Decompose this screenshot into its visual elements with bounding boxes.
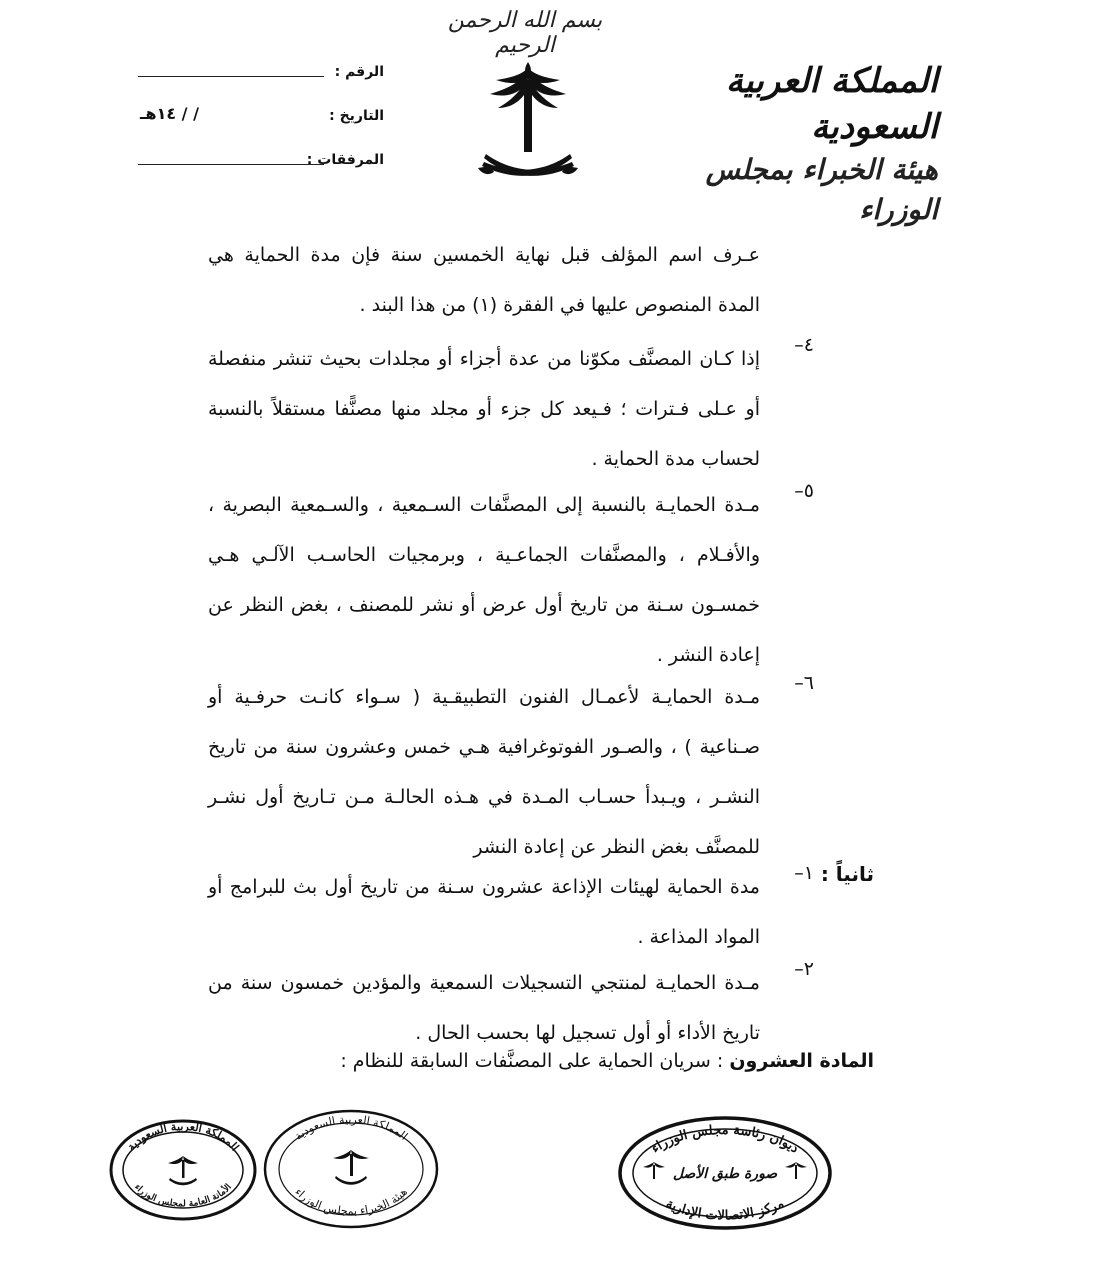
organization-header — [648, 58, 938, 230]
number-label: الرقم : — [334, 64, 384, 80]
seal-right-text: ديوان رئاسة مجلس الوزراء — [648, 1122, 802, 1157]
seal-middle-text: المملكة العربية السعودية — [292, 1112, 411, 1143]
seal-right-bottom: مركز الاتصالات الإدارية — [663, 1196, 787, 1224]
seal-left-text: المملكة العربية السعودية — [124, 1119, 242, 1154]
seal-right — [616, 1114, 834, 1232]
article-twenty — [340, 1050, 874, 1072]
seal-right-center: صورة طبق الأصل — [672, 1166, 778, 1182]
item-paragraph: مـدة الحمايـة لأعمـال الفنون التطبيقـية ( سـواء كانـت حرفـية أو صـناعية ) ، والصـور الفوتوغرافية هـي خمس وعشرون سنة من تاريخ النشـر ، ويـبدأ حسـاب المـدة في هـذه الحالـة مـن تـاريخ أول نشـر للمصنَّف بغض النظر عن إعادة النشر — [208, 686, 760, 858]
article-text: : سريان الحماية على المصنَّفات السابقة للنظام : — [340, 1050, 730, 1072]
seal-palm-icon — [168, 1156, 198, 1185]
date-row — [130, 104, 390, 148]
seal-left-bottom: الأمانة العامة لمجلس الوزراء — [132, 1182, 234, 1210]
item-paragraph: مـدة الحمايـة بالنسبة إلى المصنَّفات السـمعية ، والسـمعية البصرية ، والأفـلام ، والمصنَّفات الجماعـية ، وبرمجيات الحاسـب الآلـي هـي خمسـون سـنة من تاريخ أول عرض أو نشر للمصنف ، بغض النظر عن إعادة النشر . — [208, 494, 760, 666]
svg-text:ديوان رئاسة مجلس الوزراء — [649, 1123, 802, 1157]
item-number: ١– — [794, 862, 814, 884]
attachments-label: المرفقات : — [306, 152, 384, 168]
article-label: المادة العشرون — [729, 1050, 874, 1072]
document-meta — [130, 60, 390, 192]
item-number: ٤– — [794, 334, 814, 356]
number-row — [130, 60, 390, 104]
attachments-line — [138, 164, 324, 165]
date-template: / / ١٤هـ — [140, 104, 199, 123]
number-line — [138, 76, 324, 77]
kingdom-name: المملكة العربية السعودية — [725, 61, 938, 147]
svg-text:هيئة الخبراء بمجلس الوزراء — [292, 1185, 410, 1217]
item-number: ٢– — [794, 958, 814, 980]
attachments-row — [130, 148, 390, 192]
item-number: ٥– — [794, 480, 814, 502]
authority-name: هيئة الخبراء بمجلس الوزراء — [705, 153, 938, 226]
section-two-label: ثانياً : — [820, 862, 874, 886]
palm-and-swords-icon — [468, 58, 588, 188]
svg-text:المملكة العربية السعودية — [125, 1120, 242, 1154]
seal-middle-bottom: هيئة الخبراء بمجلس الوزراء — [292, 1185, 410, 1218]
item-number: ٦– — [794, 672, 814, 694]
svg-text:الأمانة العامة لمجلس الوزراء — [132, 1182, 234, 1210]
date-label: التاريخ : — [329, 108, 384, 124]
svg-text:مركز الاتصالات الإدارية — [663, 1196, 786, 1223]
seal-palm-icon — [333, 1150, 369, 1185]
intro-paragraph: عـرف اسم المؤلف قبل نهاية الخمسين سنة فإن مدة الحماية هي المدة المنصوص عليها في الفقرة (١) من هذا البند . — [208, 244, 760, 316]
item-paragraph: مدة الحماية لهيئات الإذاعة عشرون سـنة من تاريخ أول بث للبرامج أو المواد المذاعة . — [208, 876, 760, 948]
basmala: بسم الله الرحمن الرحيم — [447, 8, 603, 58]
seal-middle — [262, 1108, 440, 1230]
seal-left — [108, 1118, 258, 1222]
item-paragraph: إذا كـان المصنَّف مكوّنا من عدة أجزاء أو مجلدات بحيث تنشر منفصلة أو عـلى فـترات ؛ فـيعد كل جزء أو مجلد منها مصنًّفا مستقلاً بالنسبة لحساب مدة الحماية . — [208, 348, 760, 470]
item-paragraph: مـدة الحمايـة لمنتجي التسجيلات السمعية والمؤدين خمسون سنة من تاريخ الأداء أو أول تسجيل لها بحسب الحال . — [208, 972, 760, 1044]
